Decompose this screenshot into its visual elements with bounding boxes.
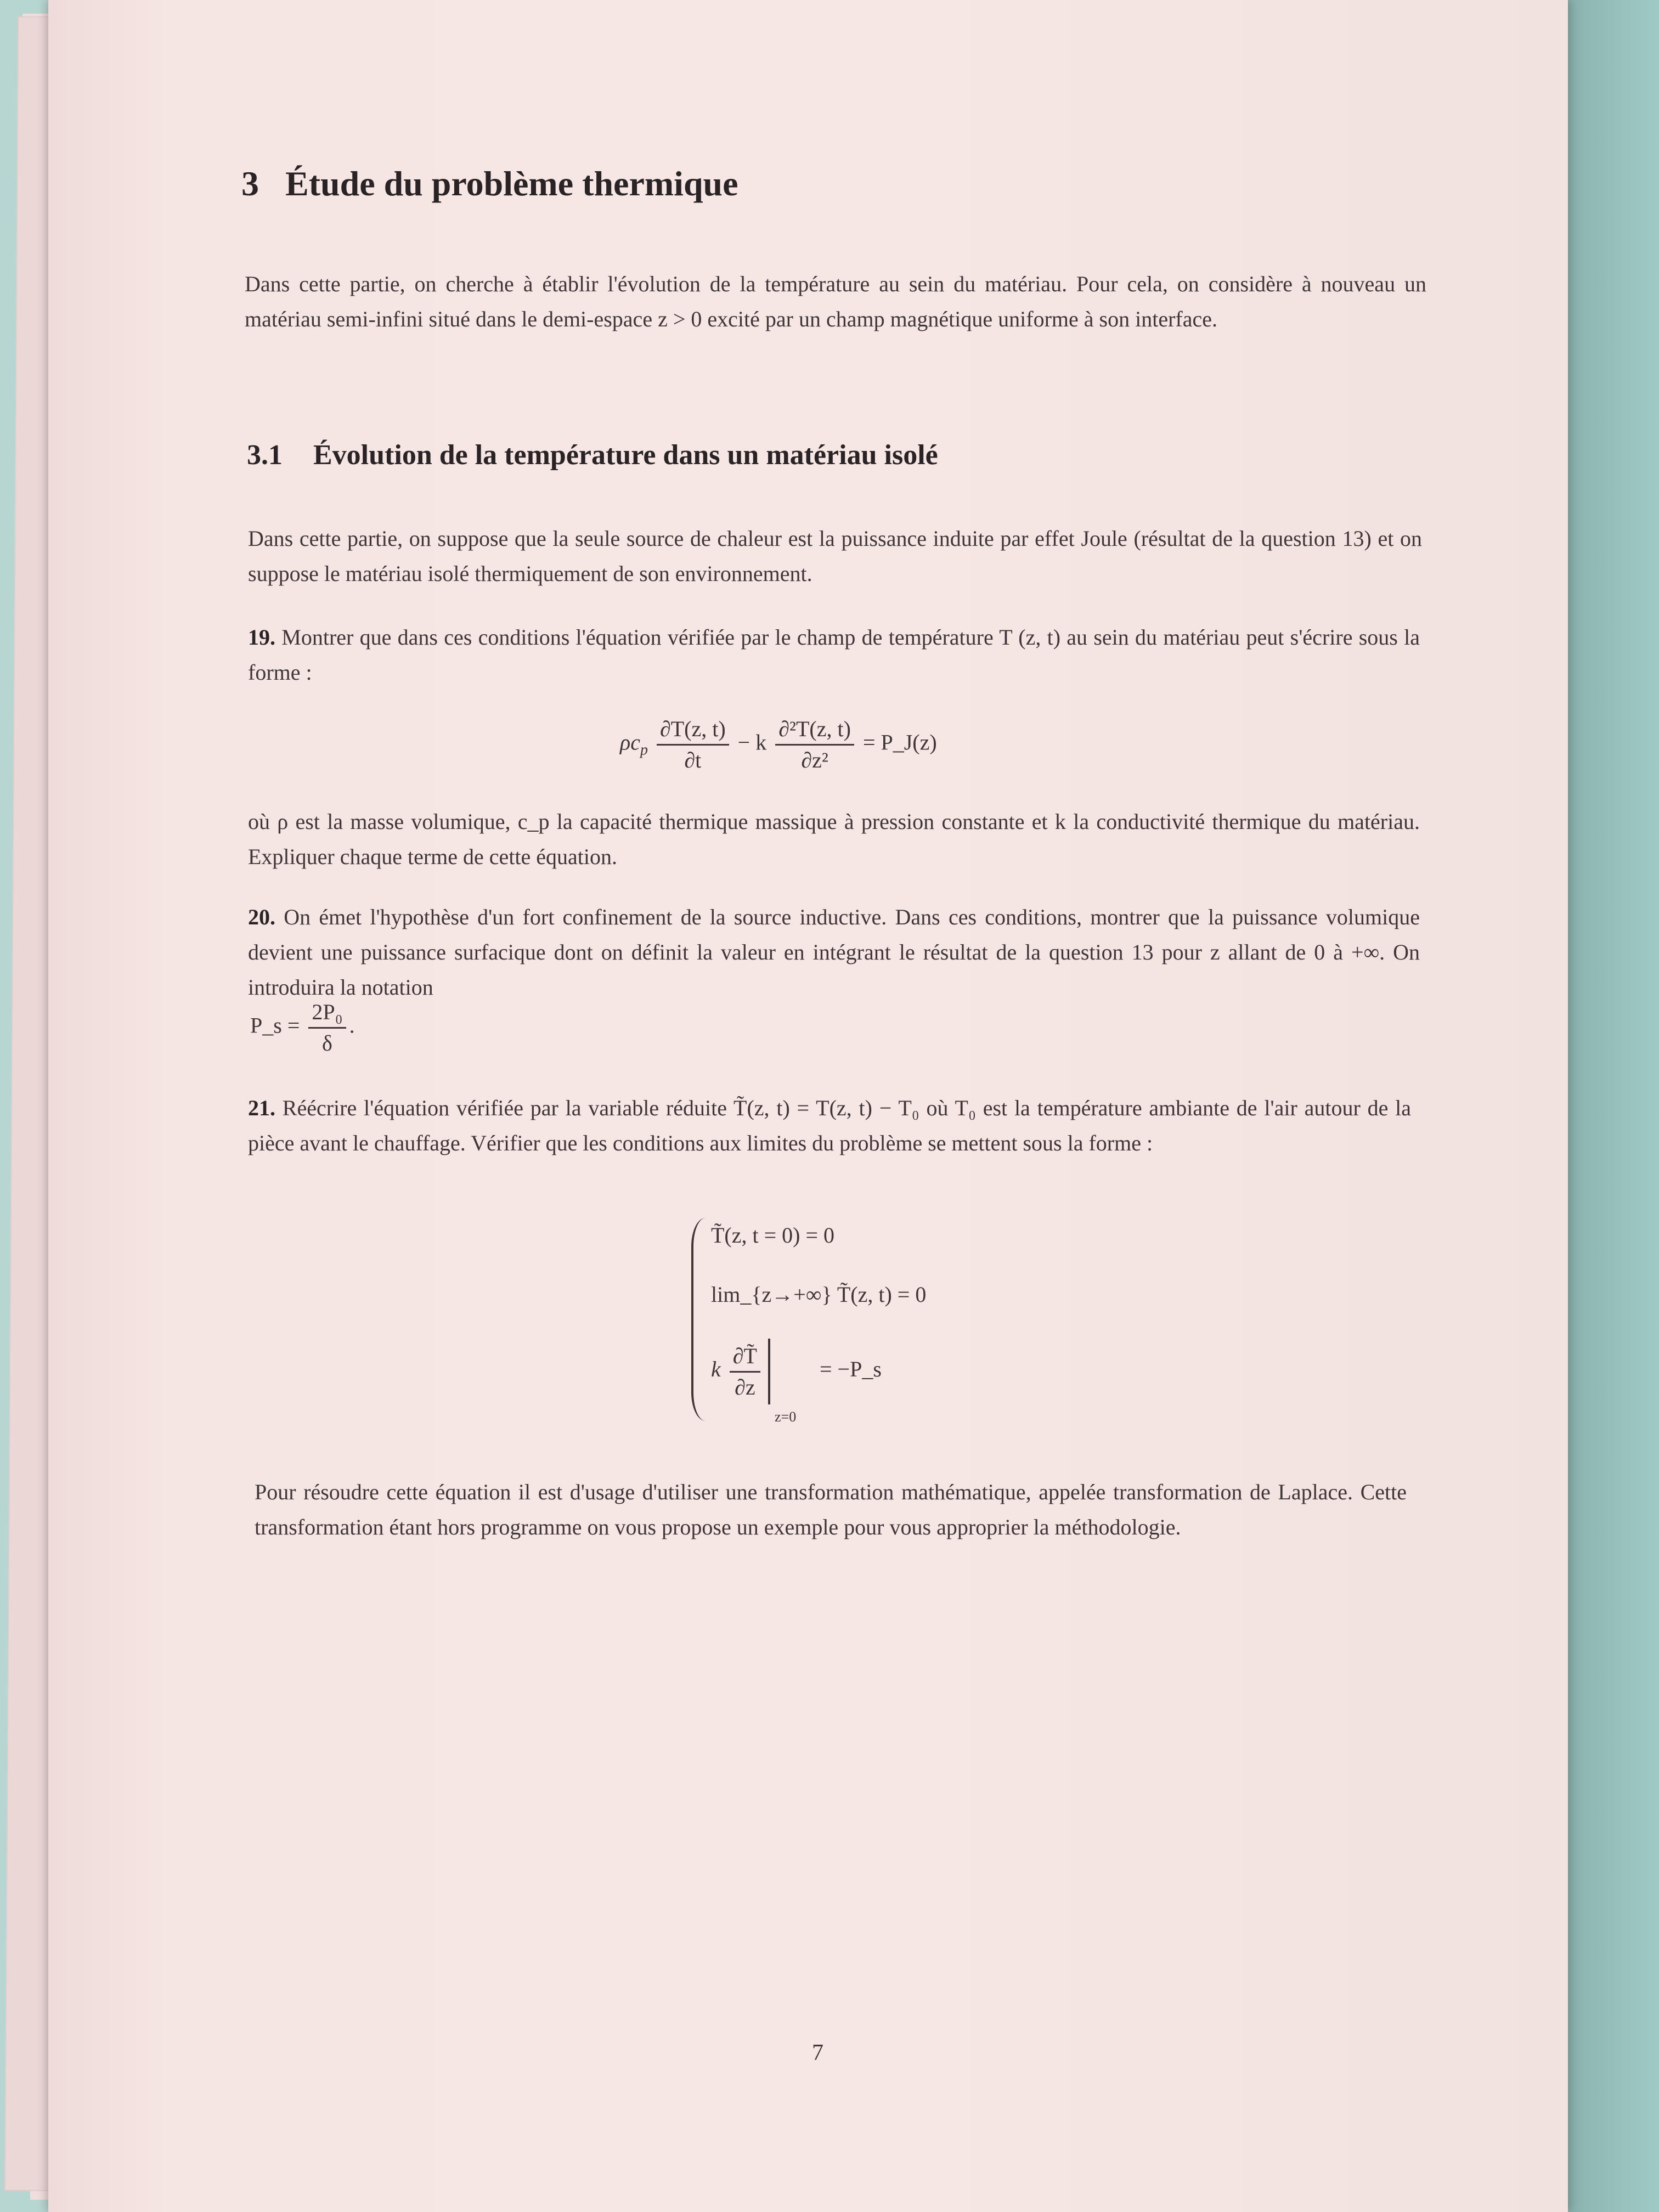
ps-lhs: P_s = [250, 1013, 300, 1038]
subsection-number: 3.1 [247, 439, 283, 471]
flux-rhs: = −P_s [819, 1357, 882, 1382]
closing-paragraph: Pour résoudre cette équation il est d'usage d'utiliser une transformation mathématique, appelée transformation de Laplace. Cette transformation étant hors programme on vous propose un exemple pour vous approprier la méthodologie. [255, 1480, 1407, 1539]
question-21 [248, 1091, 1411, 1161]
frac-numerator: ∂T̃ [730, 1341, 760, 1373]
subsection-heading [247, 439, 938, 471]
frac-numerator: ∂T(z, t) [657, 714, 729, 746]
eq-rhs: = P_J(z) [862, 730, 937, 755]
question-label: 19. [248, 625, 275, 650]
frac-denominator: ∂z [735, 1374, 755, 1400]
question-20 [248, 900, 1420, 1005]
evaluation-bar [768, 1339, 770, 1404]
question-text: On émet l'hypothèse d'un fort confinement de la source inductive. Dans ces conditions, montrer que la puissance volumique devient une puissance surfacique dont on définit la valeur en intégrant le résultat de la question 13 pour z allant de 0 à +∞. On introduira la notation [248, 905, 1420, 1000]
eq-coefficient-sub: p [640, 741, 648, 759]
ps-fraction [308, 997, 346, 1058]
page-number: 7 [812, 2040, 823, 2066]
question-19 [248, 620, 1420, 690]
subsection-intro: Dans cette partie, on suppose que la seule source de chaleur est la puissance induite par effet Joule (résultat de la question 13) et on suppose le matériau isolé thermiquement de son environnement. [248, 526, 1422, 586]
evaluation-subscript: z=0 [775, 1409, 797, 1425]
frac-denominator: δ [322, 1031, 332, 1056]
eq-minus-k: − k [737, 730, 767, 755]
section-number: 3 [241, 164, 259, 203]
frac-numerator: ∂²T(z, t) [775, 714, 854, 746]
subsection-title: Évolution de la température dans un matériau isolé [313, 439, 938, 471]
boundary-condition-infinity: lim_{z→+∞} T̃(z, t) = 0 [711, 1282, 927, 1307]
frac-denominator: ∂t [684, 748, 702, 772]
eq-space-derivative [775, 714, 854, 775]
boundary-condition-flux [711, 1339, 882, 1404]
question-label: 20. [248, 905, 275, 929]
heat-equation [620, 714, 937, 775]
frac-numerator: 2P₀ [308, 997, 346, 1029]
page-shadow [1568, 0, 1659, 2212]
system-brace [691, 1218, 706, 1421]
question-19-explanation: où ρ est la masse volumique, c_p la capacité thermique massique à pression constante et k la conductivité thermique du matériau. Expliquer chaque terme de cette équation. [248, 809, 1420, 869]
eq-coefficient: ρc [620, 730, 640, 755]
ps-definition [250, 997, 355, 1058]
flux-derivative [730, 1341, 760, 1402]
ps-end: . [349, 1013, 355, 1038]
boundary-condition-initial: T̃(z, t = 0) = 0 [711, 1223, 835, 1248]
eq-time-derivative [657, 714, 729, 775]
section-title: Étude du problème thermique [285, 164, 738, 203]
section-intro: Dans cette partie, on cherche à établir l'évolution de la température au sein du matériau. Pour cela, on considère à nouveau un matériau semi-infini situé dans le demi-espace z > 0 excité par un champ magnétique uniforme à son interface. [245, 272, 1426, 331]
question-text: Montrer que dans ces conditions l'équation vérifiée par le champ de température T (z, t) au sein du matériau peut s'écrire sous la forme : [248, 625, 1420, 685]
question-text: Réécrire l'équation vérifiée par la variable réduite T̃(z, t) = T(z, t) − T₀ où T₀ est la température ambiante de l'air autour de la pièce avant le chauffage. Vérifier que les conditions aux limites du problème se mettent sous la forme : [248, 1096, 1412, 1155]
flux-k: k [711, 1357, 721, 1382]
question-label: 21. [248, 1096, 275, 1120]
section-heading [241, 163, 738, 204]
frac-denominator: ∂z² [801, 748, 828, 772]
